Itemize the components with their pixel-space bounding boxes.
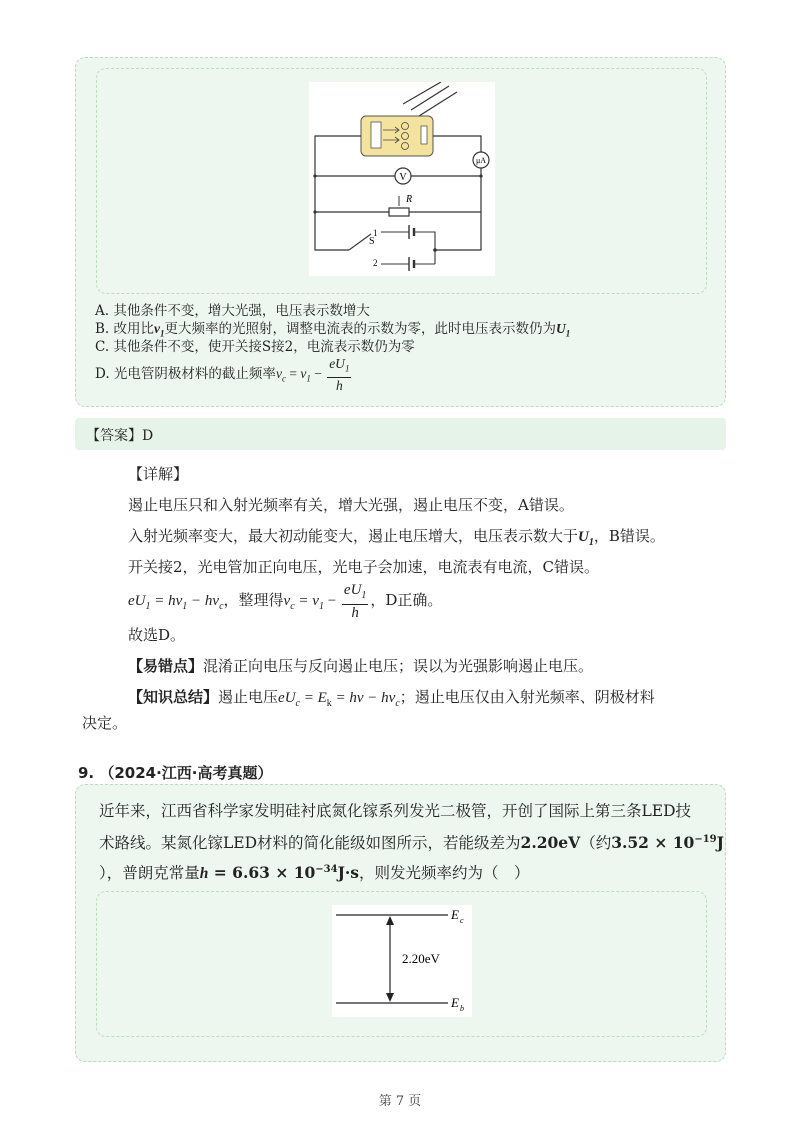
option-a[interactable]: A. 其他条件不变，增大光强，电压表示数增大 xyxy=(95,303,370,319)
q9-planck-symbol: h xyxy=(199,865,209,883)
eq-h-nuc: − hν xyxy=(187,592,220,609)
energy-level-figure xyxy=(332,905,472,1017)
svg-text:c: c xyxy=(460,916,464,925)
eq-frac-num-sub: 1 xyxy=(361,590,367,601)
option-d-fraction xyxy=(327,356,351,394)
option-d-equals: = xyxy=(285,365,301,381)
q9-planck-exp: −34 xyxy=(315,864,338,875)
q9-planck-value: = 6.63 × 10 xyxy=(208,863,316,883)
q9-line-1: 近年来，江西省科学家发明硅衬底氮化镓系列发光二极管，开创了国际上第三条LED技 xyxy=(99,802,692,820)
q9-line-3 xyxy=(99,857,530,887)
q9-energy-gap-value: 2.20eV xyxy=(520,833,581,853)
summary-rest: = hν − hν xyxy=(331,690,396,706)
svg-text:μA: μA xyxy=(475,156,487,165)
eq-nu1-2-sub: 1 xyxy=(318,600,324,612)
eq-nu1-2: = ν xyxy=(294,592,319,609)
q9-line-2 xyxy=(99,827,724,856)
explain-line-2-suffix: ，B错误。 xyxy=(593,527,665,545)
svg-text:1: 1 xyxy=(373,228,378,238)
option-d-text: D. 光电管阴极材料的截止频率 xyxy=(95,365,276,382)
explain-line-2-U: U xyxy=(578,529,589,545)
option-d-frac-den: h xyxy=(335,377,343,393)
q9-energy-unit: J xyxy=(716,833,724,853)
answer-bar xyxy=(75,418,726,450)
explain-line-2 xyxy=(128,525,665,554)
option-c[interactable]: C. 其他条件不变，使开关接S接2，电流表示数仍为零 xyxy=(95,339,415,355)
option-b-nu: ν xyxy=(154,321,161,336)
summary-E: = E xyxy=(299,690,327,706)
explain-title: 【详解】 xyxy=(128,465,189,483)
summary-text-b: ；遏止电压仅由入射光频率、阴极材料 xyxy=(399,688,655,706)
eq-minus: − xyxy=(323,592,340,609)
photoelectric-circuit-figure xyxy=(309,82,495,276)
eq-nu-sub: c xyxy=(290,600,295,612)
q9-energy-joule: 3.52 × 10 xyxy=(611,833,695,853)
svg-text:V: V xyxy=(399,172,407,183)
summary-eU-sub: c xyxy=(295,698,300,709)
eq-fraction xyxy=(342,582,369,621)
summary-tag: 【知识总结】 xyxy=(128,688,219,706)
explain-line-1: 遏止电压只和入射光频率有关，增大光强，遏止电压不变，A错误。 xyxy=(128,496,574,514)
explain-line-3: 开关接2，光电管加正向电压，光电子会加速，电流表有电流，C错误。 xyxy=(128,558,600,576)
option-b-text-suffix: 更大频率的光照射，调整电流表的示数为零，此时电压表示数仍为 xyxy=(164,321,557,337)
q9-planck-unit: J·s xyxy=(337,863,360,883)
q9-line-3-suffix: ，则发光频率约为（ ） xyxy=(359,864,530,883)
option-b-text-prefix: B. 改用比 xyxy=(95,321,155,337)
eq-nu: ν xyxy=(283,592,291,609)
option-b-U-sub: 1 xyxy=(565,328,571,339)
svg-text:S: S xyxy=(369,236,375,247)
explain-line-2-prefix: 入射光频率变大，最大初动能变大，遏止电压增大，电压表示数大于 xyxy=(128,527,579,545)
mistake-tag: 【易错点】 xyxy=(128,657,204,675)
eq-suffix: ，D正确。 xyxy=(370,590,443,609)
summary-continuation: 决定。 xyxy=(82,714,128,732)
q9-energy-exp: −19 xyxy=(694,834,717,845)
option-d-frac-num-sub: 1 xyxy=(344,363,350,374)
svg-text:E: E xyxy=(451,907,459,922)
option-d-minus: − xyxy=(310,365,326,381)
question-9-header: 9. （2024·江西·高考真题） xyxy=(78,764,273,782)
eq-mid-text: ，整理得 xyxy=(223,590,284,609)
eq-h-nu1: = hν xyxy=(150,592,183,609)
summary-text-a: 遏止电压 xyxy=(218,688,279,706)
answer-label: 【答案】D xyxy=(86,428,154,444)
svg-text:2: 2 xyxy=(373,258,378,268)
summary-Ek-sub: k xyxy=(326,698,332,709)
explain-line-2-U-sub: 1 xyxy=(588,537,594,548)
eq-frac-den: h xyxy=(351,605,359,621)
option-d-frac-num: eU xyxy=(329,356,345,371)
eq-nuc-sub: c xyxy=(219,600,224,612)
explain-line-4 xyxy=(128,582,442,621)
eq-nu1-sub: 1 xyxy=(182,600,188,612)
q9-line-2-prefix: 术路线。某氮化镓LED材料的简化能级如图所示，若能级差为 xyxy=(99,834,521,853)
eq-frac-num: eU xyxy=(343,582,362,598)
eq-lhs-sub: 1 xyxy=(145,600,151,612)
option-b-U: U xyxy=(556,321,566,336)
option-b-nu-sub: 1 xyxy=(160,328,165,339)
mistake-note xyxy=(128,655,593,677)
option-d-nu1-sub: 1 xyxy=(306,373,311,384)
eq-lhs: eU xyxy=(128,592,146,609)
explain-line-5: 故选D。 xyxy=(128,626,186,644)
q9-line-2-mid: （约 xyxy=(580,834,612,853)
option-d-nu-sub: c xyxy=(281,373,286,384)
rheostat xyxy=(389,208,409,216)
q9-line-3-prefix: ），普朗克常量 xyxy=(99,864,200,883)
svg-text:R: R xyxy=(406,194,413,205)
mistake-text: 混淆正向电压与反向遏止电压；误以为光强影响遏止电压。 xyxy=(203,657,594,675)
svg-text:E: E xyxy=(451,995,459,1010)
option-d[interactable] xyxy=(95,356,353,394)
option-d-nu1: ν xyxy=(300,365,307,381)
summary-eU: eU xyxy=(278,690,296,706)
page-number: 第 7 页 xyxy=(378,1094,422,1109)
summary-note xyxy=(128,686,655,715)
option-d-nu: ν xyxy=(275,365,282,381)
svg-text:2.20eV: 2.20eV xyxy=(402,951,440,966)
svg-text:b: b xyxy=(460,1004,464,1013)
summary-rest-sub: c xyxy=(395,698,400,709)
